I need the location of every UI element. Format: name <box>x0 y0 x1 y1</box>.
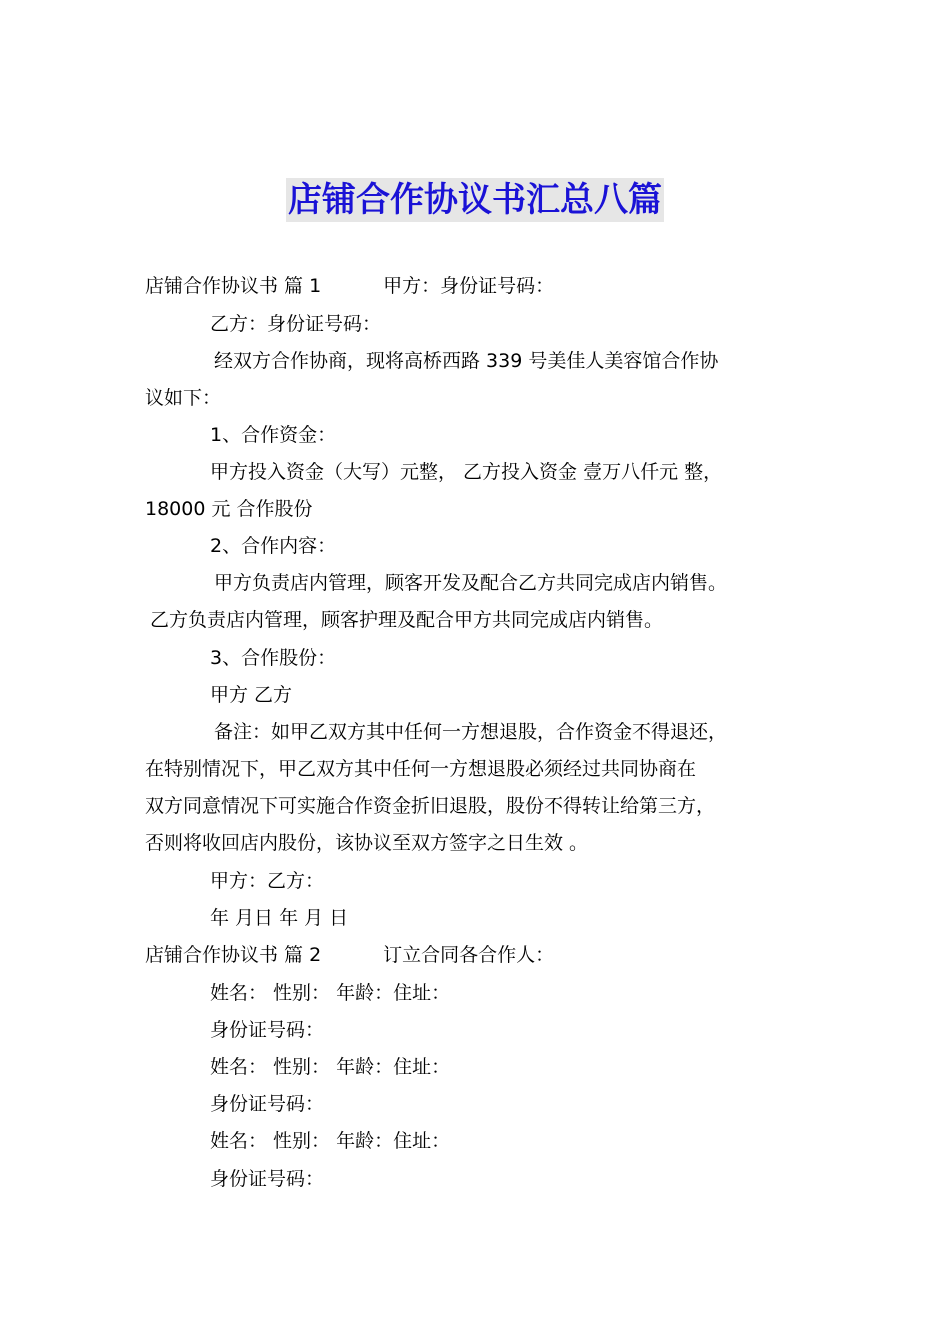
paragraph-line: 否则将收回店内股份，该协议至双方签字之日生效 。 <box>145 832 589 854</box>
paragraph-line: 备注：如甲乙双方其中任何一方想退股，合作资金不得退还， <box>214 721 728 743</box>
section-heading: 店铺合作协议书 篇 2 <box>145 944 322 966</box>
paragraph-line: 身份证号码： <box>210 1019 325 1041</box>
paragraph-line: 甲方：乙方： <box>210 870 325 892</box>
title-container <box>0 178 950 222</box>
paragraph-line: 议如下： <box>145 387 222 409</box>
paragraph-line: 甲方负责店内管理，顾客开发及配合乙方共同完成店内销售。 <box>214 572 728 594</box>
paragraph-line: 身份证号码： <box>210 1093 325 1115</box>
paragraph-line: 乙方：身份证号码： <box>210 313 382 335</box>
paragraph-line: 3、合作股份： <box>210 647 337 669</box>
paragraph-line: 2、合作内容： <box>210 535 337 557</box>
paragraph-line: 18000 元 合作股份 <box>145 498 313 520</box>
paragraph-line <box>145 273 554 299</box>
paragraph-line: 年 月日 年 月 日 <box>210 907 349 929</box>
paragraph-line: 姓名： 性别： 年龄：住址： <box>210 1056 451 1078</box>
paragraph-line: 姓名： 性别： 年龄：住址： <box>210 1130 451 1152</box>
paragraph-line <box>145 942 554 968</box>
paragraph-line: 经双方合作协商，现将高桥西路 339 号美佳人美容馆合作协 <box>214 350 719 372</box>
paragraph-line: 姓名： 性别： 年龄：住址： <box>210 982 451 1004</box>
paragraph-line: 甲方投入资金（大写）元整， 乙方投入资金 壹万八仟元 整， <box>210 461 723 483</box>
paragraph-line: 1、合作资金： <box>210 424 337 446</box>
document-title: 店铺合作协议书汇总八篇 <box>288 180 662 220</box>
paragraph-text: 订立合同各合作人： <box>383 944 555 966</box>
paragraph-line: 甲方 乙方 <box>210 684 293 706</box>
paragraph-line: 乙方负责店内管理，顾客护理及配合甲方共同完成店内销售。 <box>150 609 664 631</box>
paragraph-line: 身份证号码： <box>210 1168 325 1190</box>
paragraph-line: 双方同意情况下可实施合作资金折旧退股，股份不得转让给第三方， <box>145 795 716 817</box>
paragraph-line: 在特别情况下，甲乙双方其中任何一方想退股必须经过共同协商在 <box>145 758 697 780</box>
section-heading: 店铺合作协议书 篇 1 <box>145 275 322 297</box>
paragraph-text: 甲方：身份证号码： <box>383 275 555 297</box>
